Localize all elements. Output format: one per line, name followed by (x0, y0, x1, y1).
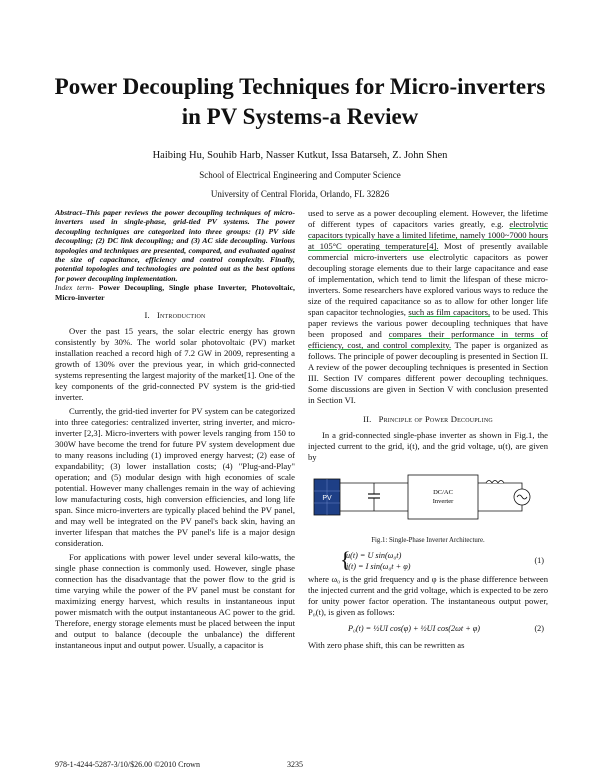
brace: { (340, 547, 351, 572)
intro-paragraph-2: Currently, the grid-tied inverter for PV system can be categorized into three categories: centralized inverter, string inverter, and micro-inverter [2,3]. Micro-inverters with power levels ranging from 150 to 300W have become the trend for future PV system development due to many reasons including (1) improved energy harvest; (2) ease of expandability; (3) lower installation costs; (4) "Plug-and-Play" operation; and (5) modular design with high economies of scale potential. However many challenges remain in the way of achieving low manufacturing costs, high conversion efficiencies, and long life span. Since micro-inverters are typically placed behind the PV panel, and may well be integrated on the PV panel's back skin, having an inverter lifespan that matches the PV panel's life is a major design consideration. (55, 406, 295, 549)
pv-label: PV (322, 495, 332, 502)
right-paragraph-1 (308, 208, 548, 406)
affiliation-school: School of Electrical Engineering and Computer Science (199, 170, 401, 180)
affiliation-university: University of Central Florida, Orlando, FL 32826 (210, 189, 390, 199)
highlighted-text: electrolytic capacitors typically have a limited lifetime, namely 1000~7000 hours at 105°C operating temperature[4]. (308, 219, 548, 251)
index-terms-lead: Index term- (55, 283, 94, 293)
footer-page-number: 3235 (287, 760, 303, 769)
right-column (308, 208, 548, 651)
abstract-text: –This paper reviews the power decoupling techniques of micro-inverters used in single-phase, grid-tied PV systems. The power decoupling techniques are categorized into three groups: (1) PV side decoupling; (2) DC link decoupling; and (3) AC side decoupling. Various topologies and techniques are presented, compared, and evaluated against the size of capacitance, efficiency and control complexity. Finally, potential topologies and technologies are pointed out as the best options for power decoupling implementation. (55, 208, 295, 283)
highlighted-text: such as film capacitors, (408, 307, 491, 317)
equation-1-body (346, 550, 410, 572)
section-title: Principle of Power Decoupling (378, 414, 493, 424)
equation-2-number: (2) (534, 624, 544, 633)
equation-2-body: P₀(t) = ½UI cos(φ) + ½UI cos(2ωt + φ) (348, 624, 481, 633)
intro-paragraph-3: For applications with power level under several kilo-watts, the single phase connection is commonly used. However, single phase connection has the disadvantage that the power flow to the grid is time varying while the power of the PV panel must be constant for maximizing energy harvest, which results in instantaneous input power mismatch with the output instantaneous AC power to the grid. Therefore, energy storage elements must be placed between the input and output to balance (decouple the unbalance) the different instantaneous input and output power. Usually, a capacitor is (55, 552, 295, 651)
text-run: used to serve as a power decoupling element. However, the lifetime of different types of capacitors varies greatly, e.g. (308, 208, 548, 229)
paper-title (0, 72, 600, 132)
inverter-label-line-2: Inverter (432, 498, 454, 505)
index-terms (55, 283, 295, 302)
inductor-icon (486, 481, 504, 484)
section-title: Introduction (156, 310, 206, 321)
equation-1-line-1: u(t) = U sin(ω₀t) (346, 551, 402, 560)
text-run: Most of presently available commercial micro-inverters use electrolytic capacitors as power decoupling storage elements due to their large capacitance and ease of implementation, which tend to limit the lifespan of these micro-inverters. Some researchers have explored various ways to reduce the size of the required capacitance so as to allow for other longer life span capacitor technologies, (308, 241, 548, 317)
title-line-1: Power Decoupling Techniques for Micro-inverters (54, 74, 546, 99)
left-column (55, 208, 295, 651)
equation-1-number: (1) (534, 556, 544, 565)
equation-1 (308, 548, 548, 574)
highlighted-text: compares their performance in terms of efficiency, cost, and control complexity. (308, 329, 548, 350)
intro-paragraph-1: Over the past 15 years, the solar electric energy has grown consistently by 30%. The world solar photovoltaic (PV) market installation reached a record high of 7.2 GW in 2009, representing a growth of 130% over the previous year, in which grid-connected systems representing the largest majority of the market[1]. One of the key components of the grid-connected PV system is the grid-tied inverter. (55, 326, 295, 403)
title-line-2: in PV Systems-a Review (181, 104, 419, 129)
footer-isbn: 978-1-4244-5287-3/10/$26.00 ©2010 Crown (55, 760, 200, 769)
authors: Haibing Hu, Souhib Harb, Nasser Kutkut, Issa Batarseh, Z. John Shen (152, 150, 448, 161)
section-heading-introduction (55, 310, 295, 321)
section-number: II. (363, 414, 372, 424)
section-number: I. (144, 310, 150, 321)
inverter-circuit-figure (308, 467, 548, 533)
closing-line: With zero phase shift, this can be rewritten as (308, 640, 465, 650)
equation-1-line-2: i(t) = I sin(ω₀t + φ) (346, 562, 411, 571)
abstract-lead: Abstract (55, 208, 82, 217)
index-terms-list: Power Decoupling, Single phase Inverter, Photovoltaic, Micro-inverter (55, 283, 295, 302)
inverter-label-line-1: DC/AC (433, 489, 453, 496)
equation-explanation: where ω₀ is the grid frequency and φ is the phase difference between the injected current and the grid voltage, which is expected to be zero for unity power factor operation. The instantaneous output power, P₀(t), is given as follows: (308, 574, 548, 617)
text-run: The paper is organized as follows. The principle of power decoupling is presented in Section II. A review of the power decoupling techniques is presented in Section III. Section IV compares different power decoupling techniques. Some discussions are given in Section V with conclusion presented in Section VI. (308, 340, 548, 405)
equation-2 (308, 618, 548, 640)
text-run: to be used. This paper reviews the various power decoupling techniques that have been proposed and (308, 307, 548, 339)
principle-paragraph: In a grid-connected single-phase inverter as shown in Fig.1, the injected current to the grid, i(t), and the grid voltage, u(t), are given by (308, 430, 548, 462)
abstract (55, 208, 295, 283)
figure-caption: Fig.1: Single-Phase Inverter Architecture. (371, 537, 485, 544)
section-heading-principle (308, 414, 548, 425)
dc-ac-inverter-block (408, 475, 478, 519)
